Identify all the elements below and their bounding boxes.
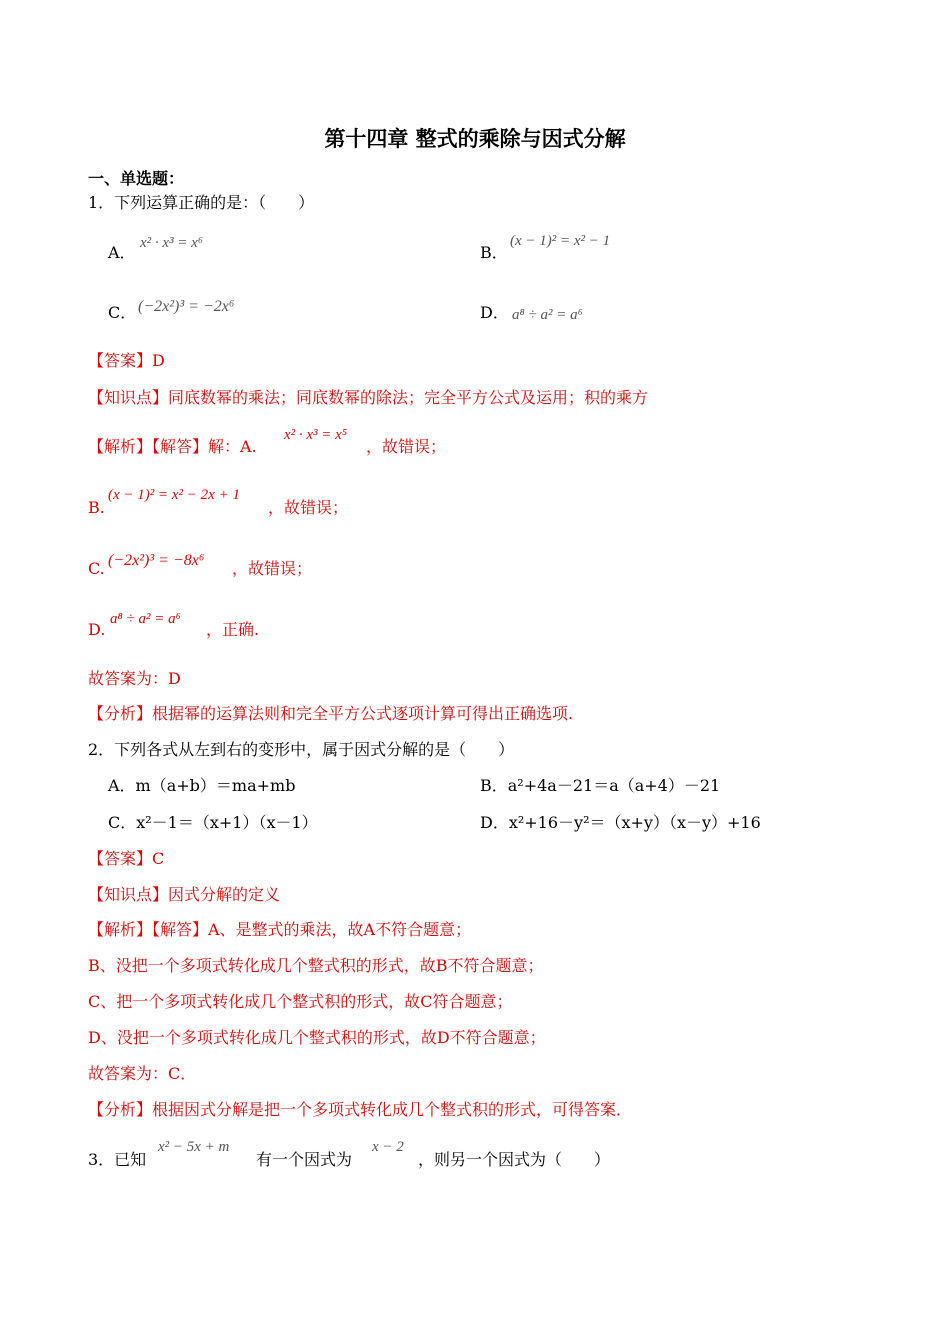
q2-analysis-1: 【解析】【解答】A、是整式的乘法，故A不符合题意； xyxy=(88,920,472,939)
q2-analysis-3: C、把一个多项式转化成几个整式积的形式，故C符合题意； xyxy=(88,992,513,1011)
q1-analysis-d-suffix: ，正确. xyxy=(206,620,260,639)
q2-option-a: A．m（a+b）＝ma+mb xyxy=(108,776,296,795)
q2-option-c: C．x²－1＝（x+1）（x－1） xyxy=(108,813,318,832)
q2-knowledge: 【知识点】因式分解的定义 xyxy=(88,885,281,904)
q1-analysis-d-expr: a⁸ ÷ a² = a⁶ xyxy=(110,611,181,627)
q1-option-a-label: A． xyxy=(108,243,136,262)
q2-stem: 2．下列各式从左到右的变形中，属于因式分解的是（ ） xyxy=(88,740,515,759)
q3-expr-1: x² − 5x + m xyxy=(158,1139,230,1155)
q1-analysis-b-prefix: B. xyxy=(88,498,105,517)
q1-conclusion: 故答案为：D xyxy=(88,669,181,688)
q3-stem-prefix: 3．已知 xyxy=(88,1150,147,1169)
q2-fenxi: 【分析】根据因式分解是把一个多项式转化成几个整式积的形式，可得答案． xyxy=(88,1100,633,1119)
section-heading: 一、单选题： xyxy=(88,169,185,188)
q1-option-d-label: D． xyxy=(480,303,509,322)
q2-analysis-2: B、没把一个多项式转化成几个整式积的形式，故B不符合题意； xyxy=(88,956,544,975)
q2-analysis-4: D、没把一个多项式转化成几个整式积的形式，故D不符合题意； xyxy=(88,1028,546,1047)
q3-stem-suffix: ，则另一个因式为（ ） xyxy=(418,1150,611,1169)
q1-knowledge: 【知识点】同底数幂的乘法；同底数幂的除法；完全平方公式及运用；积的乘方 xyxy=(88,388,649,407)
q1-analysis-c-suffix: ，故错误； xyxy=(232,559,313,578)
q1-option-a-expr: x² · x³ = x⁶ xyxy=(140,235,204,251)
q3-stem-mid: 有一个因式为 xyxy=(256,1150,353,1169)
q2-answer: 【答案】C xyxy=(88,849,165,868)
q1-analysis-c-expr: (−2x²)³ = −8x⁶ xyxy=(108,552,205,569)
q1-analysis-c-prefix: C. xyxy=(88,559,105,578)
q1-option-c-expr: (−2x²)³ = −2x⁶ xyxy=(138,298,235,315)
q2-conclusion: 故答案为：C． xyxy=(88,1064,197,1083)
q1-option-d-expr: a⁸ ÷ a² = a⁶ xyxy=(512,307,583,323)
q2-option-d: D．x²+16－y²＝（x+y）（x－y）+16 xyxy=(480,813,761,832)
q1-fenxi: 【分析】根据幂的运算法则和完全平方公式逐项计算可得出正确选项. xyxy=(88,704,574,723)
q1-option-b-label: B． xyxy=(480,243,508,262)
q1-analysis-b-expr: (x − 1)² = x² − 2x + 1 xyxy=(108,487,240,503)
q1-analysis-d-prefix: D. xyxy=(88,620,106,639)
q2-option-b: B．a²+4a－21＝a（a+4）－21 xyxy=(480,776,721,795)
q3-expr-2: x − 2 xyxy=(372,1139,404,1155)
q1-stem: 1．下列运算正确的是：（ ） xyxy=(88,193,315,212)
q1-option-b-expr: (x − 1)² = x² − 1 xyxy=(510,233,611,249)
q1-analysis-a-expr: x² · x³ = x⁵ xyxy=(284,427,348,443)
q1-answer: 【答案】D xyxy=(88,351,165,370)
q1-analysis-b-suffix: ，故错误； xyxy=(268,498,349,517)
page-title: 第十四章 整式的乘除与因式分解 xyxy=(324,127,626,151)
q1-analysis-a-prefix: 【解析】【解答】解：A. xyxy=(88,437,257,456)
q1-analysis-a-suffix: ，故错误； xyxy=(366,437,447,456)
q1-option-c-label: C． xyxy=(108,303,137,322)
